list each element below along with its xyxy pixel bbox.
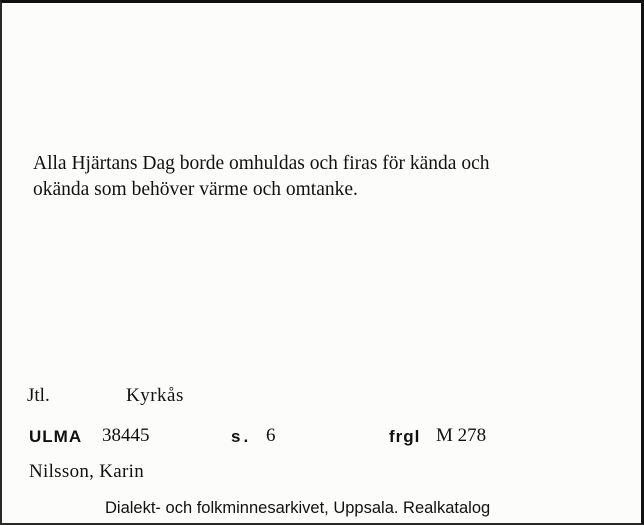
landskap-label: Jtl. <box>27 385 50 406</box>
archive-footer: Dialekt- och folkminnesarkivet, Uppsala. Realkatalog <box>105 499 491 517</box>
page-number: 6 <box>266 425 276 446</box>
card-text-line-2: okända som behöver värme och omtanke. <box>33 179 358 200</box>
socken-value: Kyrkås <box>126 385 184 406</box>
page-label: s. <box>231 427 252 446</box>
archive-number: 38445 <box>102 425 150 446</box>
archive-label: ULMA <box>29 427 83 446</box>
card-text <box>33 151 613 203</box>
card-text-line-1: Alla Hjärtans Dag borde omhuldas och firas för kända och <box>33 153 490 174</box>
informant-name: Nilsson, Karin <box>29 461 145 482</box>
questionnaire-label: frgl <box>389 427 421 446</box>
questionnaire-number: M 278 <box>436 425 487 446</box>
